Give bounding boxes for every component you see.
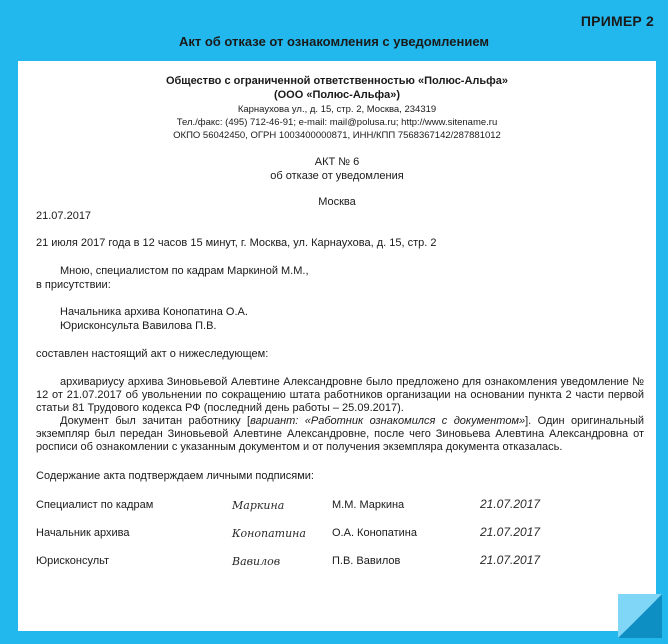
act-date: 21.07.2017 (36, 210, 92, 222)
act-confirm: Содержание акта подтверждаем личными подписями: (36, 470, 314, 482)
act-subject: об отказе от уведомления (270, 170, 404, 182)
signature-name: О.А. Конопатина (332, 527, 417, 539)
page-title: Акт об отказе от ознакомления с уведомлением (178, 34, 490, 49)
witness-2: Юрисконсульта Вавилова П.В. (60, 320, 217, 332)
org-contacts: Тел./факс: (495) 712-46-91; e-mail: mail@polusa.ru; http://www.sitename.ru (176, 117, 498, 128)
document-sheet (18, 61, 656, 631)
act-datetime-place: 21 июля 2017 года в 12 часов 15 минут, г. Москва, ул. Карнаухова, д. 15, стр. 2 (36, 237, 437, 249)
signature-role: Юрисконсульт (36, 555, 110, 567)
signature-role: Специалист по кадрам (36, 499, 154, 511)
variant-note: вариант: «Работник ознакомился с документом» (250, 415, 526, 427)
signature-mark: Вавилов (232, 555, 281, 568)
page-fold-corner (618, 594, 662, 638)
org-codes: ОКПО 56042450, ОГРН 1003400000871, ИНН/КПП 7568367142/287881012 (173, 130, 501, 141)
signature-role: Начальник архива (36, 527, 130, 539)
org-name: Общество с ограниченной ответственностью «Полюс-Альфа» (165, 75, 509, 87)
act-compiled: составлен настоящий акт о нижеследующем: (36, 348, 269, 360)
signature-mark: Маркина (232, 499, 285, 512)
org-address: Карнаухова ул., д. 15, стр. 2, Москва, 234319 (237, 104, 437, 115)
signature-name: П.В. Вавилов (332, 555, 401, 567)
signature-mark: Конопатина (232, 527, 306, 540)
signature-date: 21.07.2017 (480, 525, 541, 539)
witness-1: Начальника архива Конопатина О.А. (60, 306, 248, 318)
org-short-name: (ООО «Полюс-Альфа») (273, 89, 401, 101)
act-paragraph-2: Документ был зачитан работнику [вариант: «Работник ознакомился с документом»]. Один оригинальный экземпляр был передан Зиновьевой Алевтине Александровне, после чего Зиновьева Алевтина Александровна от росписи об ознакомлении с указанным документом и от получения экземпляра документа отказалась. (36, 415, 644, 453)
signature-name: М.М. Маркина (332, 499, 405, 511)
act-by-me: Мною, специалистом по кадрам Маркиной М.М., (60, 265, 309, 277)
act-paragraph-1: архивариусу архива Зиновьевой Алевтине Александровне было предложено для ознакомления уведомление № 12 от 21.07.2017 об увольнении по сокращению штата работников организации на основании пункта 2 части первой статьи 81 Трудового кодекса РФ (последний день работы – 25.09.2017). (36, 376, 644, 414)
signature-date: 21.07.2017 (480, 553, 541, 567)
act-presence: в присутствии: (36, 279, 111, 291)
signature-date: 21.07.2017 (480, 497, 541, 511)
act-number: АКТ № 6 (314, 156, 360, 168)
act-city: Москва (318, 196, 356, 208)
example-badge: ПРИМЕР 2 (580, 13, 654, 29)
